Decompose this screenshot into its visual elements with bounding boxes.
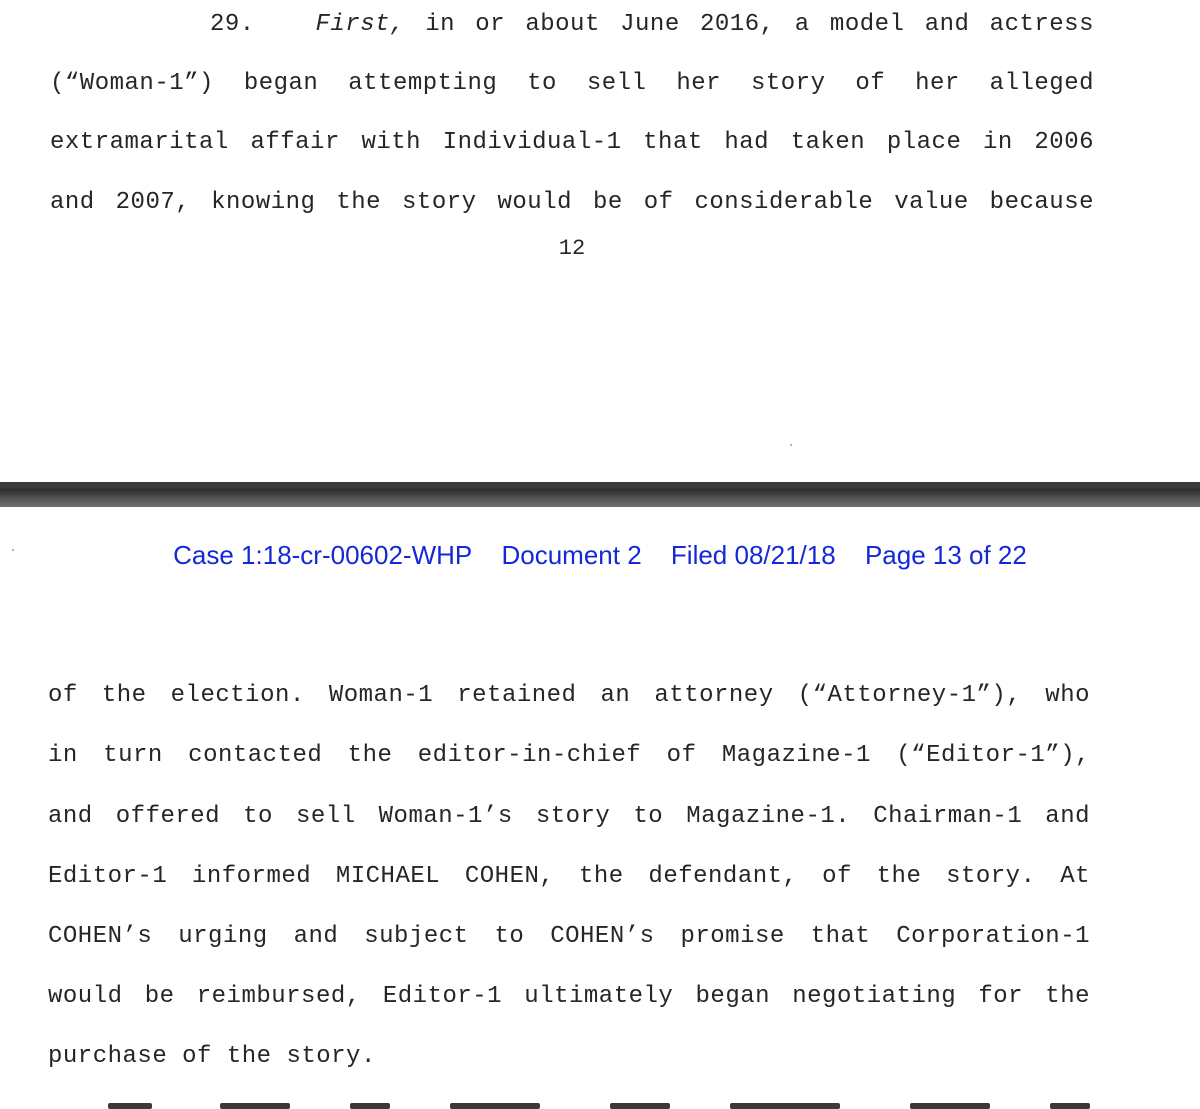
bottom-page — [0, 507, 1200, 1109]
case-header — [0, 540, 1200, 571]
paragraph-line: Editor-1 informed MICHAEL COHEN, the defendant, of the story. At — [48, 863, 1090, 890]
paragraph-line: and 2007, knowing the story would be of considerable value because — [50, 189, 1094, 216]
paragraph-line — [210, 10, 1094, 40]
paragraph-lead-word: First, — [315, 11, 405, 38]
scan-speck — [790, 444, 792, 446]
paragraph-line: in turn contacted the editor-in-chief of Magazine-1 (“Editor-1”), — [48, 742, 1090, 769]
paragraph-line: would be reimbursed, Editor-1 ultimately began negotiating for the — [48, 983, 1090, 1010]
cropped-next-line — [50, 1097, 1094, 1109]
document-number: Document 2 — [501, 540, 642, 570]
paragraph-line: of the election. Woman-1 retained an attorney (“Attorney-1”), who — [48, 682, 1090, 709]
page-divider — [0, 482, 1200, 507]
paragraph-line: and offered to sell Woman-1’s story to Magazine-1. Chairman-1 and — [48, 803, 1090, 830]
paragraph-line: extramarital affair with Individual-1 that had taken place in 2006 — [50, 129, 1094, 156]
paragraph-line: purchase of the story. — [48, 1043, 376, 1070]
filed-date: Filed 08/21/18 — [670, 540, 836, 570]
paragraph-number: 29. — [210, 11, 255, 38]
page-number: 12 — [558, 236, 586, 261]
paragraph-line: COHEN’s urging and subject to COHEN’s promise that Corporation-1 — [48, 923, 1090, 950]
top-page — [0, 0, 1200, 482]
case-number: Case 1:18-cr-00602-WHP — [173, 540, 473, 570]
paragraph-line-text: in or about June 2016, a model and actress — [404, 11, 1094, 38]
paragraph-line: (“Woman-1”) began attempting to sell her story of her alleged — [50, 70, 1094, 97]
page-of-total: Page 13 of 22 — [864, 540, 1027, 570]
